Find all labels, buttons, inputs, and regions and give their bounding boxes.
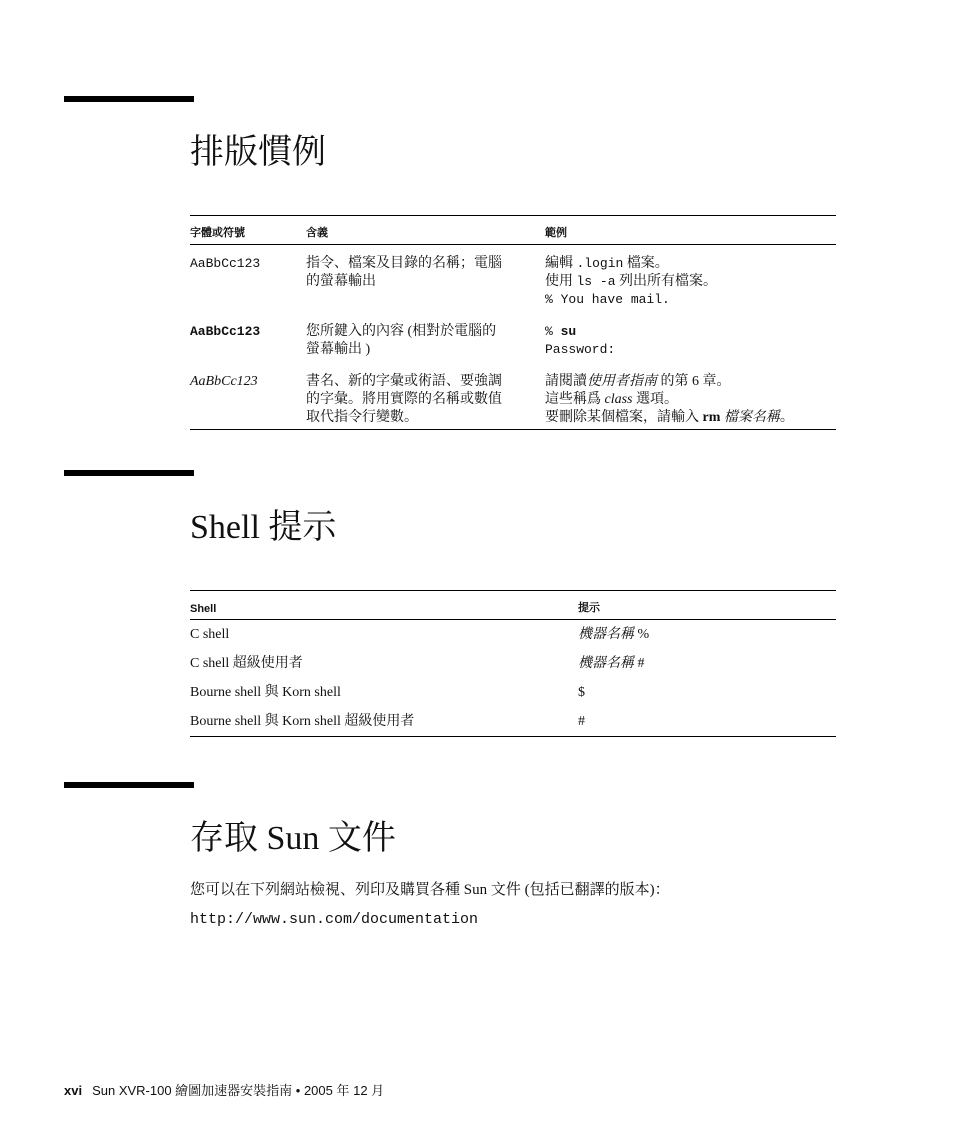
typeface-sample-italic: AaBbCc123 xyxy=(190,363,306,430)
shell-prompt: # xyxy=(578,707,836,737)
example-line: % You have mail. xyxy=(545,292,670,307)
documentation-url[interactable]: http://www.sun.com/documentation xyxy=(190,911,479,928)
shell-prompts-table xyxy=(190,590,836,737)
shell-name: Bourne shell 與 Korn shell xyxy=(190,684,341,700)
section-title-accessing-sun-documentation: 存取 Sun 文件 xyxy=(190,820,396,857)
meaning-line: 書名、新的字彙或術語、要強調 xyxy=(306,374,502,389)
example-line: 要刪除某個檔案，請輸入 rm 檔案名稱。 xyxy=(545,410,794,425)
page-footer xyxy=(64,1080,384,1099)
meaning-line: 的螢幕輸出 xyxy=(306,274,376,289)
typeface-sample-bold-monospace: AaBbCc123 xyxy=(190,324,261,339)
table-row xyxy=(190,313,836,363)
typeface-sample-monospace: AaBbCc123 xyxy=(190,256,261,271)
table-header-row xyxy=(190,591,836,620)
footer-text: Sun XVR-100 繪圖加速器安裝指南 • 2005 年 12 月 xyxy=(92,1083,385,1098)
shell-name: C shell 超級使用者 xyxy=(190,655,303,671)
section-rule-1 xyxy=(64,96,194,102)
shell-prompt: 機器名稱 % xyxy=(578,626,650,642)
typographic-conventions-table xyxy=(190,215,836,430)
meaning-cell xyxy=(306,313,545,363)
example-cell xyxy=(545,245,836,314)
section-rule-3 xyxy=(64,782,194,788)
table-row xyxy=(190,620,836,650)
column-header-example: 範例 xyxy=(545,216,836,245)
example-line: 請閱讀使用者指南 的第 6 章。 xyxy=(545,374,731,389)
section-title-shell-prompts: Shell 提示 xyxy=(190,509,337,546)
documentation-paragraph: 您可以在下列網站檢視、列印及購買各種 Sun 文件 (包括已翻譯的版本)： xyxy=(190,882,670,898)
example-line: Password: xyxy=(545,342,616,357)
table-row xyxy=(190,363,836,430)
example-line: 使用 ls -a 列出所有檔案。 xyxy=(545,274,718,289)
column-header-typeface: 字體或符號 xyxy=(190,216,306,245)
column-header-shell: Shell xyxy=(190,591,578,620)
table-row xyxy=(190,678,836,707)
table-row xyxy=(190,245,836,314)
example-line: 編輯 .login 檔案。 xyxy=(545,256,669,271)
shell-name: Bourne shell 與 Korn shell 超級使用者 xyxy=(190,707,578,737)
column-header-meaning: 含義 xyxy=(306,216,545,245)
table-row xyxy=(190,649,836,678)
meaning-cell xyxy=(306,245,545,314)
table-row xyxy=(190,707,836,737)
shell-prompt: 機器名稱 # xyxy=(578,655,645,671)
example-cell xyxy=(545,363,836,430)
example-line: 這些稱爲 class 選項。 xyxy=(545,392,678,407)
meaning-line: 螢幕輸出 ) xyxy=(306,342,371,357)
section-title-typographic-conventions: 排版慣例 xyxy=(190,134,326,171)
meaning-line: 取代指令行變數。 xyxy=(306,410,418,425)
column-header-prompt: 提示 xyxy=(578,591,836,620)
meaning-cell xyxy=(306,363,545,430)
meaning-line: 您所鍵入的內容 (相對於電腦的 xyxy=(306,324,497,339)
table-header-row xyxy=(190,216,836,245)
section-rule-2 xyxy=(64,470,194,476)
meaning-line: 的字彙。將用實際的名稱或數值 xyxy=(306,392,502,407)
page-number: xvi xyxy=(64,1083,83,1098)
shell-prompt: $ xyxy=(578,684,585,700)
example-line: % su xyxy=(545,324,577,339)
shell-name: C shell xyxy=(190,626,230,642)
meaning-line: 指令、檔案及目錄的名稱；電腦 xyxy=(306,256,502,271)
example-cell xyxy=(545,313,836,363)
